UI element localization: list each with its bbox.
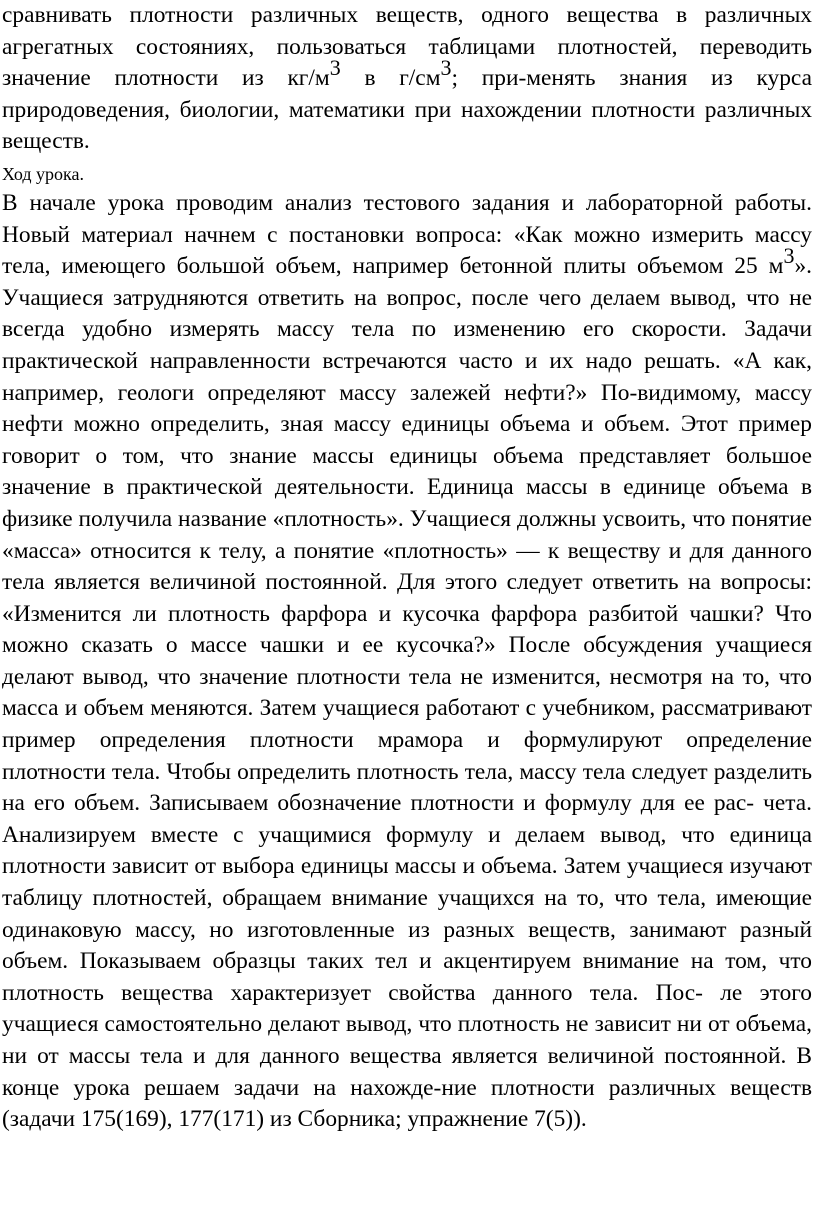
superscript-cubic-1: 3 xyxy=(329,55,341,81)
body-paragraph xyxy=(2,188,812,1136)
body-text-2: ». Учащиеся затрудняются ответить на вопрос, после чего делаем вывод, что не всегда удобно измерять массу тела по изменению его скорости. Задачи практической направленности встречаются часто и их надо решать. «А как, например, геологи определяют массу залежей нефти?» По-видимому, массу нефти можно определить, зная массу единицы объема и объем. Этот пример говорит о том, что знание массы единицы объема представляет большое значение в практической деятельности. Единица массы в единице объема в физике получила название «плотность». Учащиеся должны усвоить, что понятие «масса» относится к телу, а понятие «плотность» — к веществу и для данного тела является величиной постоянной. Для этого следует ответить на вопросы: «Изменится ли плотность фарфора и кусочка фарфора разбитой чашки? Что можно сказать о массе чашки и ее кусочка?» После обсуждения учащиеся делают вывод, что значение плотности тела не изменится, несмотря на то, что масса и объем меняются. Затем учащиеся работают с учебником, рассматривают пример определения плотности мрамора и формулируют определение плотности тела. Чтобы определить плотность тела, массу тела следует разделить на его объем. Записываем обозначение плотности и формулу для ее рас- чета. Анализируем вместе с учащимися формулу и делаем вывод, что единица плотности зависит от выбора единицы массы и объема. Затем учащиеся изучают таблицу плотностей, обращаем внимание учащихся на то, что тела, имеющие одинаковую массу, но изготовленные из разных веществ, занимают разный объем. Показываем образцы таких тел и акцентируем внимание на том, что плотность вещества характеризует свойства данного тела. Пос- ле этого учащиеся самостоятельно делают вывод, что плотность не зависит ни от объема, ни от массы тела и для данного вещества является величиной постоянной. В конце урока решаем задачи на нахожде-ние плотности различных веществ (задачи 175(169), 177(171) из Сборника; упражнение 7(5)). xyxy=(2,253,812,1133)
document-page xyxy=(2,0,812,1136)
section-heading: Ход урока. xyxy=(2,163,84,184)
intro-text-1: сравнивать плотности различных веществ, одного вещества в различных агрегатных состояниях, пользоваться таблицами плотностей, переводить значение плотности из кг/м xyxy=(2,2,812,92)
body-text-1: В начале урока проводим анализ тестового задания и лабораторной работы. Новый материал начнем с постановки вопроса: «Как можно измерить массу тела, имеющего большой объем, например бетонной плиты объемом 25 м xyxy=(2,189,812,280)
superscript-cubic-3: 3 xyxy=(783,243,795,269)
intro-paragraph xyxy=(2,0,812,158)
intro-text-3: ; при-менять знания из курса природоведения, биологии, математики при нахождении плотности различных веществ. xyxy=(2,65,812,155)
superscript-cubic-2: 3 xyxy=(440,55,452,81)
intro-text-2: в г/см xyxy=(340,65,441,92)
